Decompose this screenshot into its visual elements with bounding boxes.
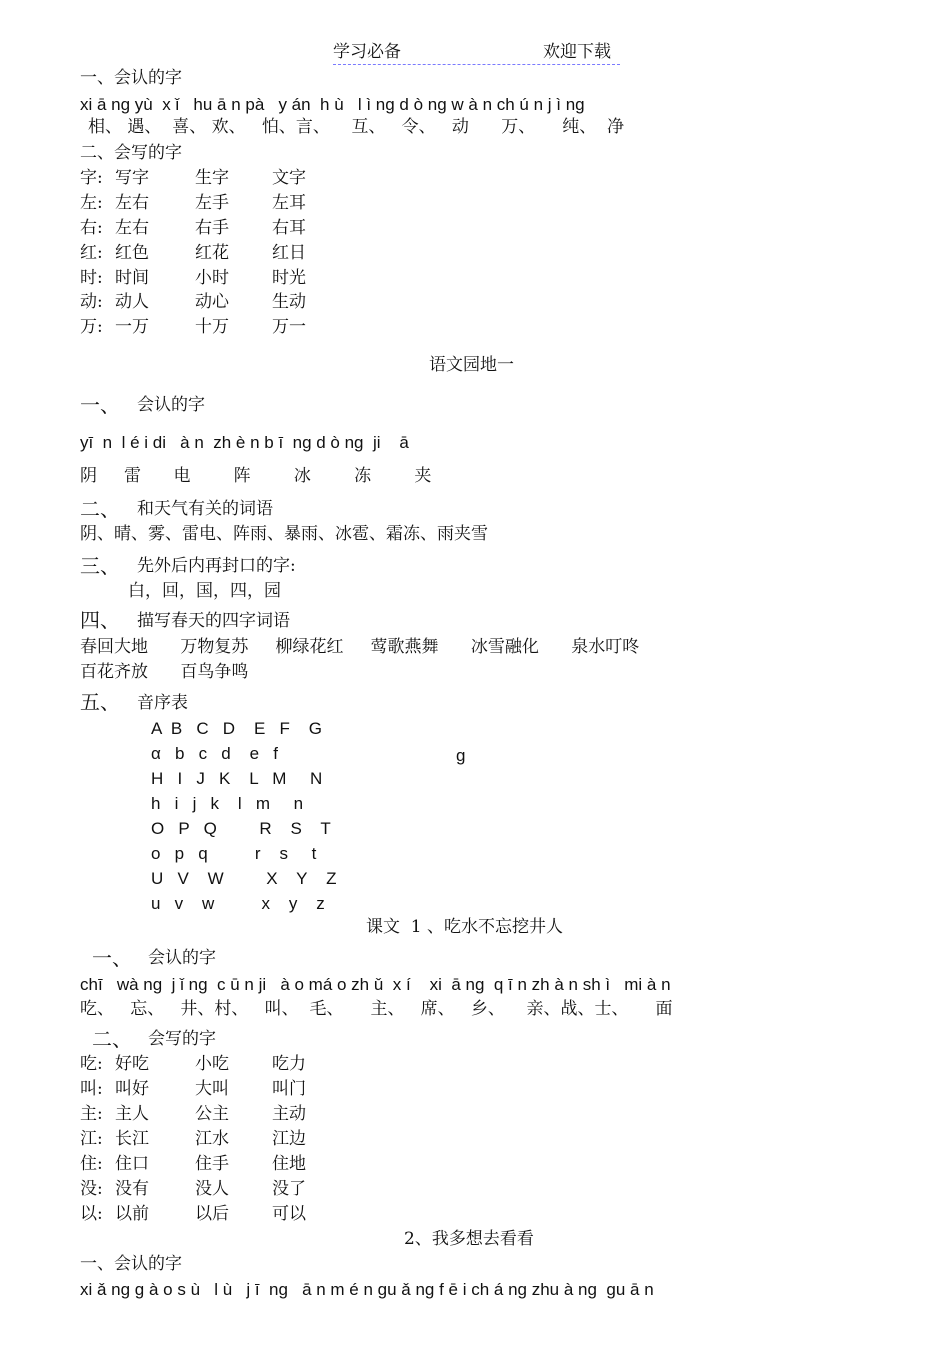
row-word: 红色 (115, 243, 149, 263)
row-key: 红: (80, 243, 103, 263)
pinyin-line: chī wà ng j ǐ ng c ū n ji à o má o zh ǔ x í xi ā ng q ī n zh à n sh ì mi à n (80, 975, 671, 994)
row-key: 左: (80, 193, 103, 213)
section-number: 二、 (92, 1027, 132, 1051)
row-word: 小吃 (195, 1054, 229, 1074)
row-word: 动心 (195, 292, 229, 312)
row-word: 左耳 (272, 193, 306, 213)
row-word: 时光 (272, 268, 306, 288)
section-number: 四、 (80, 608, 120, 632)
section-title: 课文 1 、吃水不忘挖井人 (366, 917, 564, 937)
row-word: 十万 (195, 317, 229, 337)
alphabet-row: U V W X Y Z (151, 869, 337, 888)
row-key: 没: (80, 1179, 103, 1199)
section-heading: 一、会认的字 (80, 1254, 182, 1274)
row-word: 大叫 (195, 1079, 229, 1099)
row-word: 时间 (115, 268, 149, 288)
header-left: 学习必备 (333, 42, 401, 62)
row-word: 动人 (115, 292, 149, 312)
word-list: 春回大地 万物复苏 柳绿花红 莺歌燕舞 冰雪融化 泉水叮咚 (80, 637, 640, 657)
character-line: 阴 雷 电 阵 冰 冻 夹 (80, 466, 432, 486)
row-word: 住口 (115, 1154, 149, 1174)
row-word: 好吃 (115, 1054, 149, 1074)
row-key: 主: (80, 1104, 103, 1124)
row-word: 左右 (115, 218, 149, 238)
row-word: 红花 (195, 243, 229, 263)
section-heading: 会认的字 (137, 395, 205, 415)
row-key: 以: (80, 1204, 103, 1224)
pinyin-line: xi ǎ ng g à o s ù l ù j ī ng ā n m é n gu ǎ ng f ē i ch á ng zhu à ng gu ā n (80, 1280, 654, 1299)
section-heading: 和天气有关的词语 (137, 499, 273, 519)
alphabet-row: A B C D E F G (151, 719, 322, 738)
row-key: 住: (80, 1154, 103, 1174)
row-word: 叫好 (115, 1079, 149, 1099)
row-word: 写字 (115, 168, 149, 188)
row-key: 动: (80, 292, 103, 312)
row-word: 右耳 (272, 218, 306, 238)
row-word: 吃力 (272, 1054, 306, 1074)
row-word: 江水 (195, 1129, 229, 1149)
row-key: 右: (80, 218, 103, 238)
row-key: 时: (80, 268, 103, 288)
section-number: 三、 (80, 554, 120, 578)
header-right: 欢迎下载 (543, 42, 611, 62)
section-number: 一、 (92, 946, 132, 970)
pinyin-line: yī n l é i di à n zh è n b ī ng d ò ng ji ā (80, 433, 409, 452)
row-word: 没人 (195, 1179, 229, 1199)
row-key: 万: (80, 317, 103, 337)
row-word: 可以 (272, 1204, 306, 1224)
alphabet-row: α b c d e f (151, 744, 278, 763)
section-number: 二、 (80, 497, 120, 521)
pinyin-line: xi ā ng yù x ǐ hu ā n pà y án h ù l ì ng d ò ng w à n ch ú n j ì ng (80, 95, 585, 114)
alphabet-row: H I J K L M N (151, 769, 323, 788)
word-list: 阴、晴、雾、雷电、阵雨、暴雨、冰雹、霜冻、雨夹雪 (80, 524, 488, 544)
row-word: 没了 (272, 1179, 306, 1199)
row-word: 万一 (272, 317, 306, 337)
alphabet-letter-g: g (456, 746, 466, 765)
alphabet-row: o p q r s t (151, 844, 317, 863)
section-number: 五、 (80, 690, 120, 714)
row-word: 生字 (195, 168, 229, 188)
section-heading: 一、会认的字 (80, 68, 182, 88)
row-word: 没有 (115, 1179, 149, 1199)
row-word: 住地 (272, 1154, 306, 1174)
section-heading: 音序表 (137, 693, 188, 713)
header-underline (333, 64, 620, 65)
row-word: 以后 (195, 1204, 229, 1224)
row-word: 江边 (272, 1129, 306, 1149)
row-key: 叫: (80, 1079, 103, 1099)
row-key: 吃: (80, 1054, 103, 1074)
section-title: 2、我多想去看看 (404, 1229, 534, 1249)
row-word: 叫门 (272, 1079, 306, 1099)
row-word: 一万 (115, 317, 149, 337)
row-word: 主人 (115, 1104, 149, 1124)
alphabet-row: h i j k l m n (151, 794, 304, 813)
row-word: 左右 (115, 193, 149, 213)
section-number: 一、 (80, 393, 120, 417)
section-heading: 先外后内再封口的字: (137, 556, 296, 576)
row-word: 右手 (195, 218, 229, 238)
alphabet-row: u v w x y z (151, 894, 325, 913)
row-word: 主动 (272, 1104, 306, 1124)
character-line: 相、 遇、 喜、 欢、 怕、言、 互、 令、 动 万、 纯、 净 (88, 117, 625, 137)
row-word: 长江 (115, 1129, 149, 1149)
word-list: 百花齐放 百鸟争鸣 (80, 662, 249, 682)
row-word: 红日 (272, 243, 306, 263)
row-word: 左手 (195, 193, 229, 213)
row-word: 小时 (195, 268, 229, 288)
section-heading: 会写的字 (148, 1029, 216, 1049)
character-line: 白，回，国，四，园 (128, 581, 281, 601)
character-line: 吃、 忘、 井、村、 叫、 毛、 主、 席、 乡、 亲、战、士、 面 (80, 999, 673, 1019)
row-word: 以前 (115, 1204, 149, 1224)
section-heading: 描写春天的四字词语 (137, 611, 290, 631)
section-heading: 二、会写的字 (80, 143, 182, 163)
section-title: 语文园地一 (429, 355, 514, 375)
row-key: 江: (80, 1129, 103, 1149)
alphabet-row: O P Q R S T (151, 819, 331, 838)
row-word: 生动 (272, 292, 306, 312)
row-word: 文字 (272, 168, 306, 188)
row-key: 字: (80, 168, 103, 188)
row-word: 住手 (195, 1154, 229, 1174)
section-heading: 会认的字 (148, 948, 216, 968)
row-word: 公主 (195, 1104, 229, 1124)
